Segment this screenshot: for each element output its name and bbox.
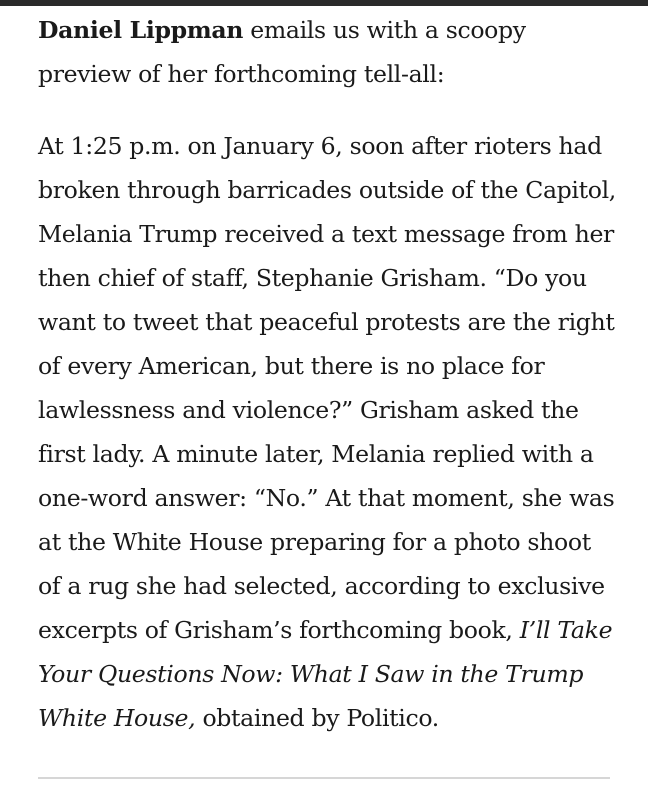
author-name: Daniel Lippman bbox=[38, 16, 244, 44]
excerpt-text: At 1:25 p.m. on January 6, soon after rioters had broken through barricades outside of the Capitol, Melania Trump received a text message from her then chief of staff, Stephanie Grisham. “Do you want to tweet that peaceful protests are the right of every American, but there is no place for lawlessness and violence?” Grisham asked the first lady. A minute later, Melania replied with a one-word answer: “No.” At that moment, she was at the White House preparing for a photo shoot of a rug she had selected, according to exclusive excerpts of Grisham’s forthcoming book, bbox=[38, 132, 616, 644]
excerpt-closing: obtained by Politico. bbox=[195, 704, 439, 732]
section-divider bbox=[38, 777, 610, 779]
article-body bbox=[38, 8, 618, 740]
excerpt-paragraph bbox=[38, 124, 618, 740]
top-border-bar bbox=[0, 0, 648, 6]
intro-text: emails us with a scoopy preview of her forthcoming tell-all: bbox=[38, 16, 526, 88]
book-title: I’ll Take Your Questions Now: What I Saw in the Trump White House, bbox=[38, 616, 613, 732]
intro-paragraph bbox=[38, 8, 618, 96]
